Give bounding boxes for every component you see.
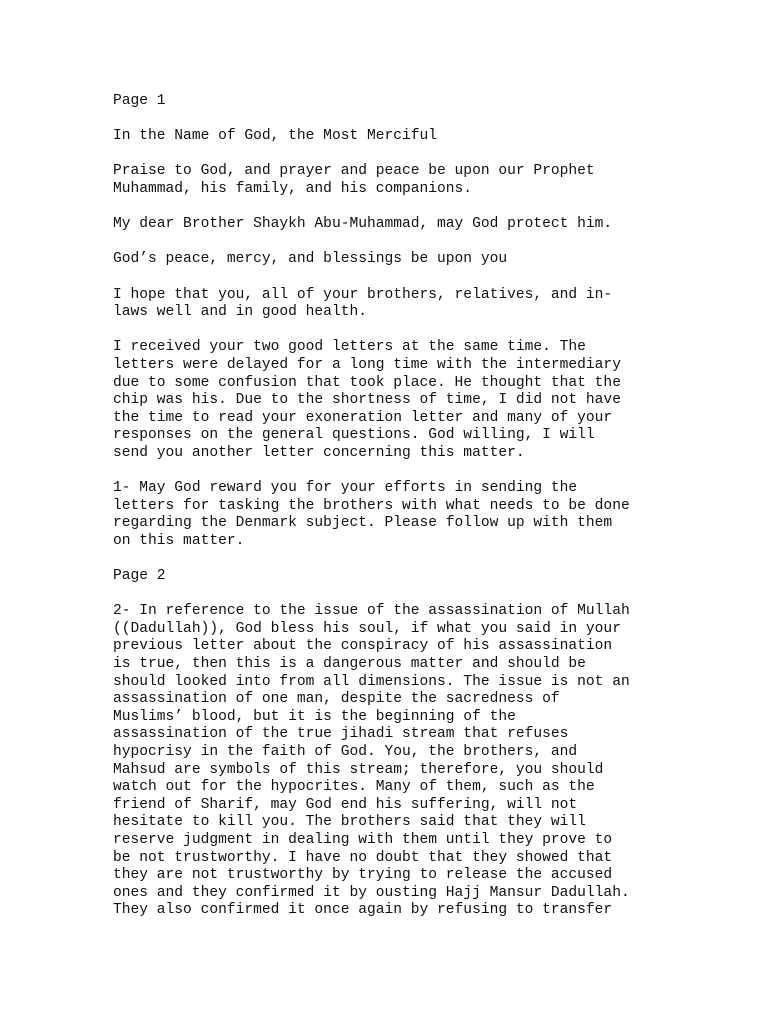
text-line: ((Dadullah)), God bless his soul, if what you said in your: [113, 620, 621, 637]
text-line: My dear Brother Shaykh Abu-Muhammad, may God protect him.: [113, 216, 613, 233]
text-line: Page 2: [113, 568, 166, 585]
text-line: due to some confusion that took place. He thought that the: [113, 374, 621, 391]
text-line: responses on the general questions. God willing, I will: [113, 427, 595, 444]
text-line: hesitate to kill you. The brothers said that they will: [113, 814, 586, 831]
paragraph-wellbeing: [113, 287, 753, 322]
document-page: [113, 93, 753, 938]
text-line: Muslims’ blood, but it is the beginning of the: [113, 708, 516, 725]
text-line: Praise to God, and prayer and peace be upon our Prophet: [113, 163, 595, 180]
paragraph-page-2-label: [113, 568, 753, 586]
text-line: letters for tasking the brothers with what needs to be done: [113, 497, 630, 514]
text-line: Mahsud are symbols of this stream; therefore, you should: [113, 761, 604, 778]
text-line: reserve judgment in dealing with them until they prove to: [113, 831, 613, 848]
text-line: should looked into from all dimensions. The issue is not an: [113, 673, 630, 690]
paragraph-point-1: [113, 480, 753, 550]
text-line: is true, then this is a dangerous matter and should be: [113, 656, 586, 672]
text-line: chip was his. Due to the shortness of time, I did not have: [113, 392, 621, 409]
text-line: Muhammad, his family, and his companions.: [113, 180, 473, 197]
text-line: hypocrisy in the faith of God. You, the brothers, and: [113, 743, 578, 760]
text-line: assassination of the true jihadi stream that refuses: [113, 726, 569, 743]
text-line: laws well and in good health.: [113, 304, 367, 321]
text-line: 1- May God reward you for your efforts in sending the: [113, 480, 578, 497]
paragraph-greeting: [113, 251, 753, 269]
text-line: on this matter.: [113, 532, 245, 549]
text-line: God’s peace, mercy, and blessings be upon you: [113, 251, 508, 268]
text-line: be not trustworthy. I have no doubt that they showed that: [113, 849, 613, 866]
text-line: send you another letter concerning this matter.: [113, 444, 525, 461]
text-line: In the Name of God, the Most Merciful: [113, 128, 438, 145]
paragraph-salutation: [113, 216, 753, 234]
text-line: watch out for the hypocrites. Many of them, such as the: [113, 779, 595, 796]
text-line: friend of Sharif, may God end his suffering, will not: [113, 796, 578, 813]
text-line: ones and they confirmed it by ousting Hajj Mansur Dadullah.: [113, 884, 630, 901]
text-line: I received your two good letters at the same time. The: [113, 339, 586, 356]
paragraph-letters-received: [113, 339, 753, 462]
paragraph-praise: [113, 163, 753, 198]
text-line: They also confirmed it once again by refusing to transfer: [113, 902, 613, 919]
text-line: previous letter about the conspiracy of his assassination: [113, 638, 613, 655]
text-line: regarding the Denmark subject. Please follow up with them: [113, 515, 613, 532]
paragraph-point-2: [113, 603, 753, 920]
text-line: 2- In reference to the issue of the assassination of Mullah: [113, 603, 630, 620]
text-line: the time to read your exoneration letter and many of your: [113, 409, 613, 426]
text-line: I hope that you, all of your brothers, relatives, and in-: [113, 286, 613, 303]
paragraph-page-1-label: [113, 93, 753, 111]
text-line: they are not trustworthy by trying to release the accused: [113, 867, 613, 884]
text-line: assassination of one man, despite the sacredness of: [113, 691, 560, 708]
text-line: Page 1: [113, 93, 166, 109]
paragraph-basmala: [113, 128, 753, 146]
text-line: letters were delayed for a long time with the intermediary: [113, 356, 621, 373]
